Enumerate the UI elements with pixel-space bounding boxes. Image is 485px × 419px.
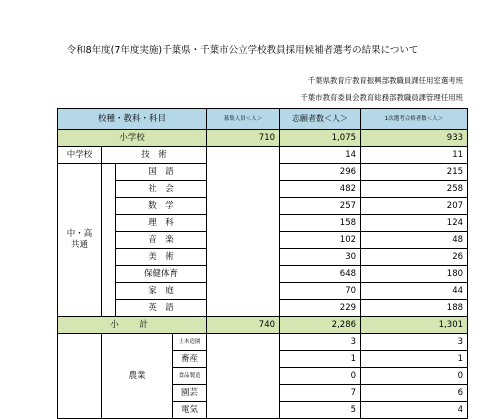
subtotal-first: 1,301 <box>361 317 468 334</box>
header-subject: 校種・教科・科目 <box>58 109 207 130</box>
subject-name: 音 楽 <box>116 232 207 249</box>
first-pass-cell: 48 <box>361 232 468 249</box>
first-pass-cell: 26 <box>361 249 468 266</box>
subject-name: 理 科 <box>116 215 207 232</box>
elementary-first: 933 <box>361 130 468 147</box>
subject-name: 土木造園 <box>173 334 207 351</box>
first-pass-cell: 44 <box>361 283 468 300</box>
header-planned: 募集人員＜人＞ <box>207 109 280 130</box>
agri-label: 農業 <box>102 334 173 419</box>
subject-name: 国 語 <box>116 164 207 181</box>
planned-blank-2 <box>207 334 280 419</box>
first-pass-cell: 258 <box>361 181 468 198</box>
first-pass-cell: 124 <box>361 215 468 232</box>
subtotal-applicants: 2,286 <box>280 317 361 334</box>
applicants-cell: 7 <box>280 385 361 402</box>
elementary-label: 小学校 <box>58 130 207 147</box>
mid-high-spacer <box>102 164 116 317</box>
results-table <box>57 108 468 419</box>
applicants-cell: 257 <box>280 198 361 215</box>
page-title: 令和8年度(7年度実施)千葉県・千葉市公立学校教員採用候補者選考の結果について <box>66 45 419 56</box>
applicants-cell: 3 <box>280 334 361 351</box>
header-row <box>58 109 468 130</box>
applicants-cell: 229 <box>280 300 361 317</box>
first-pass-cell: 4 <box>361 402 468 419</box>
mid-high-group-label: 中・高 共通 <box>58 164 102 317</box>
first-pass-cell: 188 <box>361 300 468 317</box>
subject-name: 家 庭 <box>116 283 207 300</box>
subject-name: 英 語 <box>116 300 207 317</box>
applicants-cell: 5 <box>280 402 361 419</box>
first-pass-cell: 180 <box>361 266 468 283</box>
first-pass-cell: 6 <box>361 385 468 402</box>
applicants-cell: 30 <box>280 249 361 266</box>
junior-high-label: 中学校 <box>58 147 102 164</box>
subject-name: 保健体育 <box>116 266 207 283</box>
first-pass-cell: 215 <box>361 164 468 181</box>
row-elementary <box>58 130 468 147</box>
row-junior-high <box>58 147 468 164</box>
header-first-pass: 1次選考合格者数＜人＞ <box>361 109 468 130</box>
applicants-cell: 296 <box>280 164 361 181</box>
applicants-cell: 482 <box>280 181 361 198</box>
row-subtotal <box>58 317 468 334</box>
subject-name: 社 会 <box>116 181 207 198</box>
org-line-1: 千葉県教育庁教育振興部教職員課任用室選考班 <box>307 76 463 85</box>
subject-name: 園芸 <box>173 385 207 402</box>
subtotal-planned: 740 <box>207 317 280 334</box>
table-row <box>58 334 468 351</box>
subject-name: 美 術 <box>116 249 207 266</box>
first-pass-cell: 207 <box>361 198 468 215</box>
applicants-cell: 158 <box>280 215 361 232</box>
planned-blank <box>207 147 280 317</box>
first-pass-cell: 0 <box>361 368 468 385</box>
elementary-applicants: 1,075 <box>280 130 361 147</box>
high-school-blank <box>58 334 102 419</box>
header-applicants: 志願者数＜人＞ <box>280 109 361 130</box>
subject-name: 電気 <box>173 402 207 419</box>
first-pass-cell: 1 <box>361 351 468 368</box>
first-pass-cell: 3 <box>361 334 468 351</box>
applicants-cell: 102 <box>280 232 361 249</box>
subject-name: 食品製造 <box>173 368 207 385</box>
elementary-planned: 710 <box>207 130 280 147</box>
org-line-2: 千葉市教育委員会教育総務部教職員課管理任用班 <box>300 93 463 102</box>
junior-high-subject: 技 術 <box>102 147 207 164</box>
subject-name: 数 学 <box>116 198 207 215</box>
junior-high-first: 11 <box>361 147 468 164</box>
applicants-cell: 648 <box>280 266 361 283</box>
subtotal-label: 小 計 <box>58 317 207 334</box>
applicants-cell: 0 <box>280 368 361 385</box>
subject-name: 畜産 <box>173 351 207 368</box>
applicants-cell: 70 <box>280 283 361 300</box>
junior-high-applicants: 14 <box>280 147 361 164</box>
applicants-cell: 1 <box>280 351 361 368</box>
